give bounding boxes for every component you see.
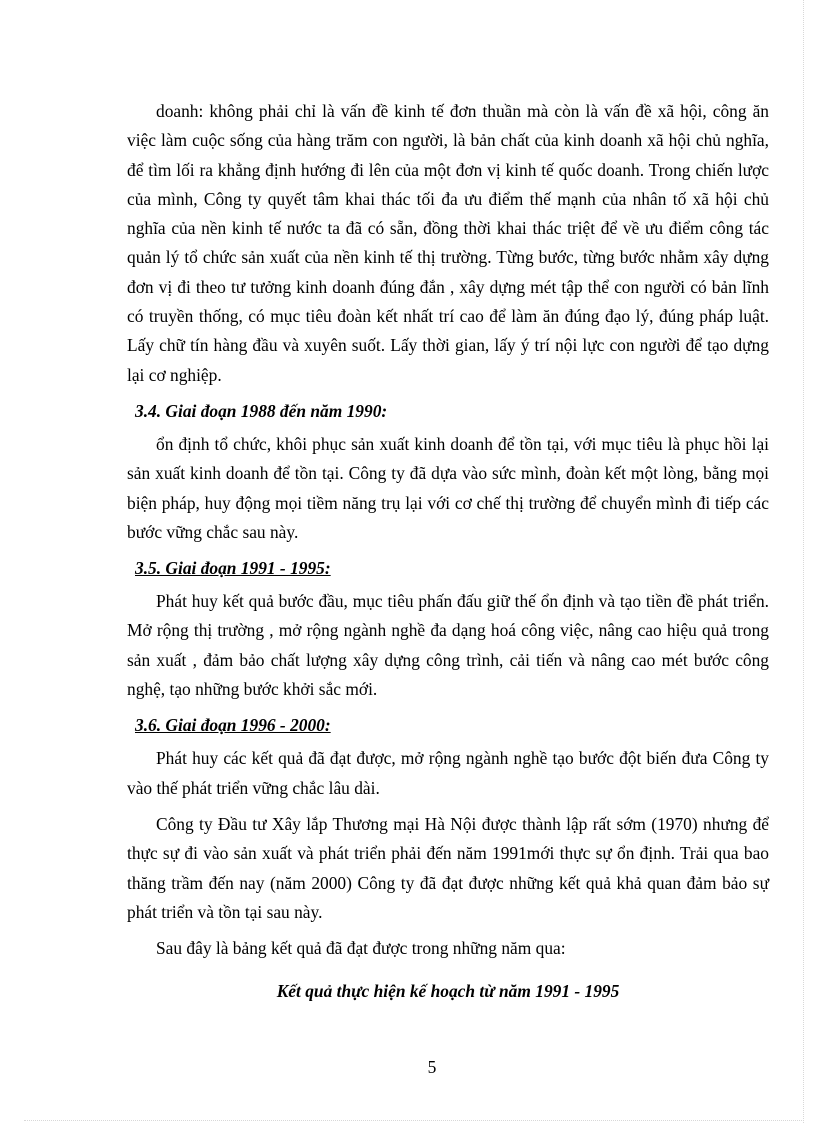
table-caption: Kết quả thực hiện kế hoạch từ năm 1991 - 1995: [276, 981, 620, 1001]
section-heading-3-4: 3.4. Giai đoạn 1988 đến năm 1990:: [135, 400, 388, 421]
page-edge-right: [803, 0, 804, 1123]
section-heading-3-5: 3.5. Giai đoạn 1991 - 1995:: [135, 558, 331, 579]
paragraph-3-6-a: Phát huy các kết quả đã đạt được, mở rộng ngành nghề tạo bước đột biến đưa Công ty vào thế phát triển vững chắc lâu dài.: [127, 748, 769, 798]
page-content: [127, 97, 769, 963]
page-number: 5: [427, 1057, 437, 1077]
paragraph-3-6-b: Công ty Đầu tư Xây lắp Thương mại Hà Nội được thành lập rất sớm (1970) nhưng để thực sự đi vào sản xuất và phát triển phải đến năm 1991mới thực sự ổn định. Trải qua bao thăng trầm đến nay (năm 2000) Công ty đã đạt được những kết quả khả quan đảm bảo sự phát triển và tồn tại sau này.: [127, 813, 769, 922]
section-heading-3-6: 3.6. Giai đoạn 1996 - 2000:: [135, 715, 331, 736]
page-edge-bottom: [24, 1120, 804, 1121]
paragraph-3-4: ổn định tổ chức, khôi phục sản xuất kinh doanh để tồn tại, với mục tiêu là phục hồi lại sản xuất kinh doanh để tồn tại. Công ty đã dựa vào sức mình, đoàn kết một lòng, bằng mọi biện pháp, huy động mọi tiềm năng trụ lại với cơ chế thị trường để chuyển mình đi tiếp các bước vững chắc sau này.: [127, 433, 769, 542]
paragraph-3-6-c: Sau đây là bảng kết quả đã đạt được trong những năm qua:: [156, 938, 566, 959]
paragraph-3-5: Phát huy kết quả bước đầu, mục tiêu phấn đấu giữ thế ổn định và tạo tiền đề phát triển. Mở rộng thị trường , mở rộng ngành nghề đa dạng hoá công việc, nâng cao hiệu quả trong sản xuất , đảm bảo chất lượng xây dựng công trình, cải tiến và nâng cao mét bước công nghệ, tạo những bước khởi sắc mới.: [127, 591, 769, 700]
paragraph-intro: doanh: không phải chỉ là vấn đề kinh tế đơn thuần mà còn là vấn đề xã hội, công ăn việc làm cuộc sống của hàng trăm con người, là bản chất của kinh doanh xã hội chủ nghĩa, để tìm lối ra khẳng định hướng đi lên của một đơn vị kinh tế quốc doanh. Trong chiến lược của mình, Công ty quyết tâm khai thác tối đa ưu điểm thế mạnh của nhân tố xã hội chủ nghĩa của nền kinh tế nước ta đã có sẵn, đồng thời khai thác triệt để về ưu điểm công tác quản lý tổ chức sản xuất của nền kinh tế thị trường. Từng bước, từng bước nhằm xây dựng đơn vị đi theo tư tưởng kinh doanh đúng đắn , xây dựng mét tập thể con người có bản lĩnh có truyền thống, có mục tiêu đoàn kết nhất trí cao để làm ăn đúng đạo lý, đúng pháp luật. Lấy chữ tín hàng đầu và xuyên suốt. Lấy thời gian, lấy ý trí nội lực con người để tạo dựng lại cơ nghiệp.: [127, 101, 769, 385]
